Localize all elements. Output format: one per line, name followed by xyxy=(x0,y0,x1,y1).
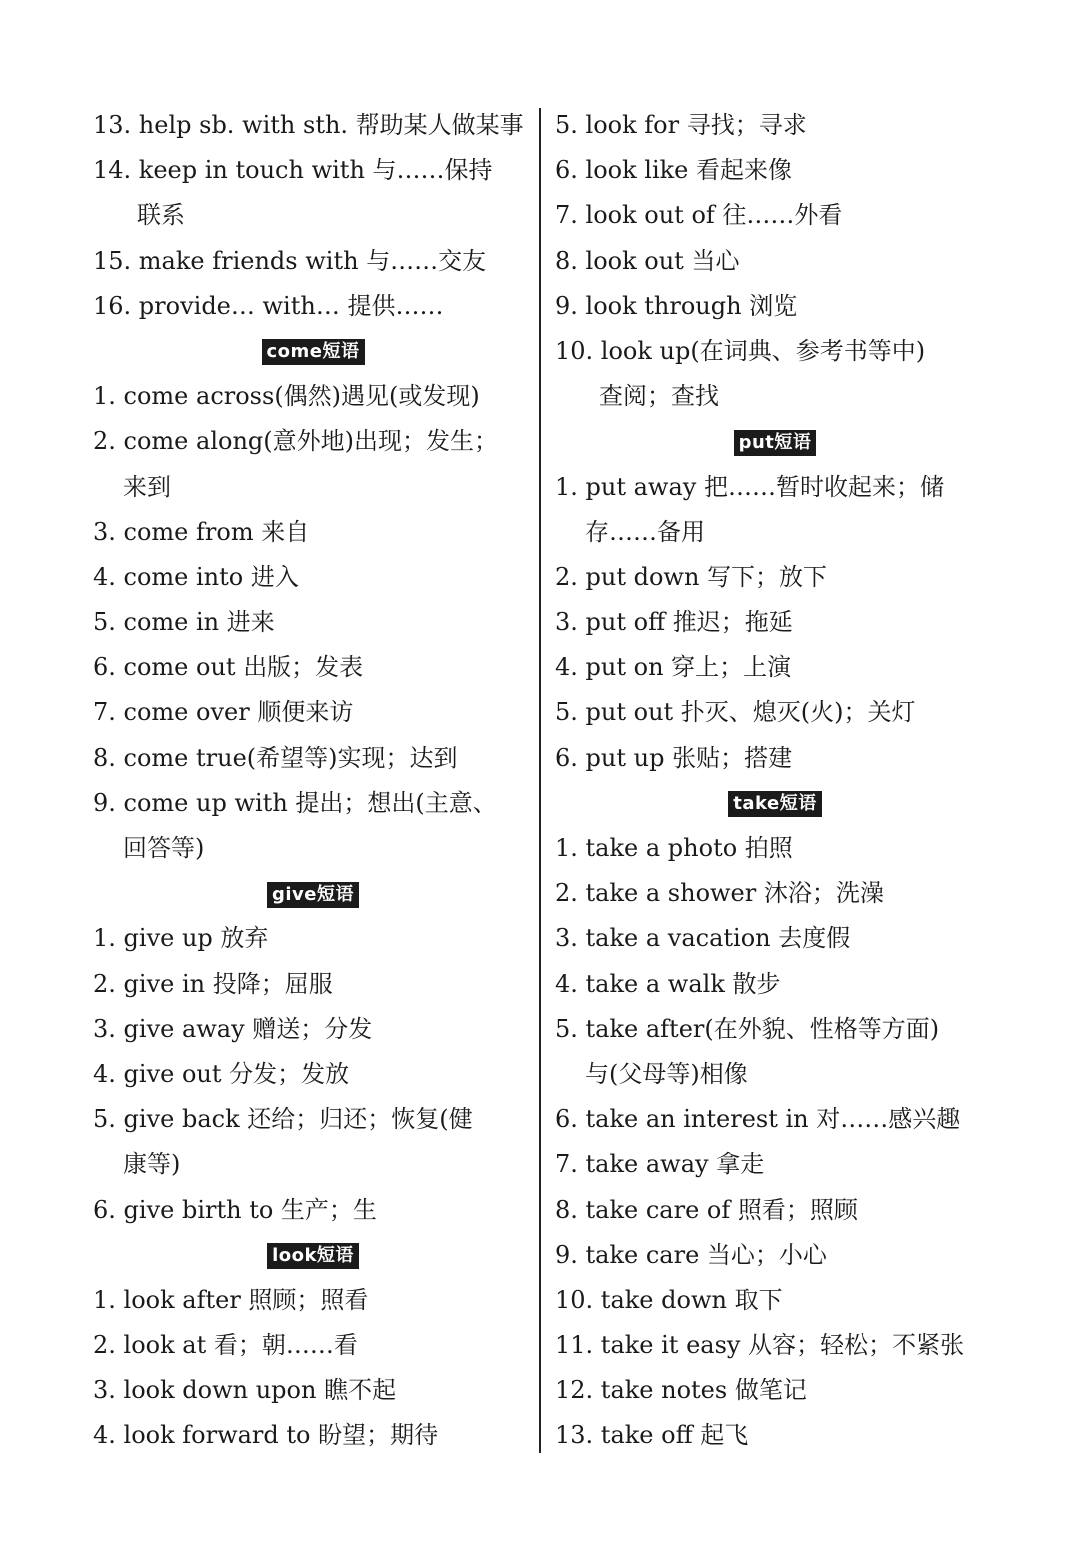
phrase-item: 2. give in 投降；屈服 xyxy=(93,969,333,998)
phrase-item: 1. put away 把……暂时收起来；储 xyxy=(555,472,944,501)
phrase-item: 11. take it easy 从容；轻松；不紧张 xyxy=(555,1331,965,1360)
phrase-item: 4. put on 穿上；上演 xyxy=(555,653,792,682)
phrase-item: 9. take care 当心；小心 xyxy=(555,1240,827,1269)
phrase-item: 9. look through 浏览 xyxy=(555,291,798,320)
phrase-item: 5. come in 进来 xyxy=(93,608,275,637)
phrase-item: 4. come into 进入 xyxy=(93,562,299,591)
section-heading xyxy=(555,419,995,464)
phrase-item: 6. give birth to 生产；生 xyxy=(93,1195,377,1224)
phrase-item: 6. look like 看起来像 xyxy=(555,156,792,185)
phrase-item: 10. look up(在词典、参考书等中) xyxy=(555,336,926,365)
phrase-item: 1. come across(偶然)遇见(或发现) xyxy=(93,382,480,411)
section-heading-badge: give短语 xyxy=(267,882,359,908)
phrase-item: 5. give back 还给；归还；恢复(健 xyxy=(93,1105,473,1134)
section-heading xyxy=(555,781,995,826)
phrase-item: 2. take a shower 沐浴；洗澡 xyxy=(555,879,884,908)
phrase-item: 3. put off 推迟；拖延 xyxy=(555,608,793,637)
phrase-item: 7. come over 顺便来访 xyxy=(93,698,354,727)
phrase-item: 3. take a vacation 去度假 xyxy=(555,924,851,953)
phrase-item-continuation: 康等) xyxy=(123,1150,181,1179)
left-column xyxy=(93,103,533,1459)
phrase-item: 2. put down 写下；放下 xyxy=(555,562,828,591)
section-heading xyxy=(93,329,533,374)
phrase-item: 15. make friends with 与……交友 xyxy=(93,246,487,275)
right-column xyxy=(555,103,995,1459)
section-heading-badge: look短语 xyxy=(267,1243,359,1269)
phrase-item-continuation: 回答等) xyxy=(123,834,205,862)
column-divider xyxy=(539,108,541,1453)
section-heading-badge: put短语 xyxy=(734,430,817,456)
phrase-item: 14. keep in touch with 与……保持 xyxy=(93,156,493,185)
phrase-item: 8. look out 当心 xyxy=(555,246,740,275)
phrase-item: 6. put up 张贴；搭建 xyxy=(555,743,793,772)
phrase-item: 12. take notes 做笔记 xyxy=(555,1376,807,1405)
section-heading-badge: take短语 xyxy=(728,791,821,817)
phrase-item: 5. put out 扑灭、熄灭(火)；关灯 xyxy=(555,698,916,727)
phrase-item: 1. give up 放弃 xyxy=(93,924,269,953)
phrase-item: 1. look after 照顾；照看 xyxy=(93,1285,369,1314)
phrase-item-continuation: 与(父母等)相像 xyxy=(585,1059,748,1088)
phrase-item: 16. provide… with… 提供…… xyxy=(93,291,444,320)
phrase-item: 13. take off 起飞 xyxy=(555,1421,749,1450)
phrase-item-continuation: 来到 xyxy=(123,472,171,501)
phrase-item-continuation: 存……备用 xyxy=(585,517,705,546)
phrase-item: 3. look down upon 瞧不起 xyxy=(93,1376,397,1405)
phrase-item: 8. come true(希望等)实现；达到 xyxy=(93,743,458,772)
phrase-item: 7. take away 拿走 xyxy=(555,1150,765,1179)
phrase-item: 9. come up with 提出；想出(主意、 xyxy=(93,788,497,817)
phrase-item: 13. help sb. with sth. 帮助某人做某事 xyxy=(93,111,524,139)
phrase-item: 3. give away 赠送；分发 xyxy=(93,1014,373,1043)
phrase-item: 4. take a walk 散步 xyxy=(555,969,781,998)
phrase-item: 6. take an interest in 对……感兴趣 xyxy=(555,1105,961,1134)
phrase-item: 5. look for 寻找；寻求 xyxy=(555,111,807,139)
phrase-item: 2. look at 看；朝……看 xyxy=(93,1331,358,1360)
phrase-item: 7. look out of 往……外看 xyxy=(555,201,843,230)
phrase-item-continuation: 查阅；查找 xyxy=(599,382,719,411)
phrase-item: 5. take after(在外貌、性格等方面) xyxy=(555,1014,940,1043)
phrase-item: 3. come from 来自 xyxy=(93,517,310,546)
phrase-item: 4. look forward to 盼望；期待 xyxy=(93,1421,439,1450)
phrase-item: 2. come along(意外地)出现；发生； xyxy=(93,427,498,456)
section-heading-badge: come短语 xyxy=(262,339,365,365)
phrase-item: 1. take a photo 拍照 xyxy=(555,834,793,862)
phrase-item: 6. come out 出版；发表 xyxy=(93,653,364,682)
section-heading xyxy=(93,1233,533,1278)
section-heading xyxy=(93,871,533,916)
phrase-item-continuation: 联系 xyxy=(137,201,185,230)
phrase-item: 10. take down 取下 xyxy=(555,1285,783,1314)
phrase-item: 8. take care of 照看；照顾 xyxy=(555,1195,858,1224)
phrase-item: 4. give out 分发；发放 xyxy=(93,1059,350,1088)
